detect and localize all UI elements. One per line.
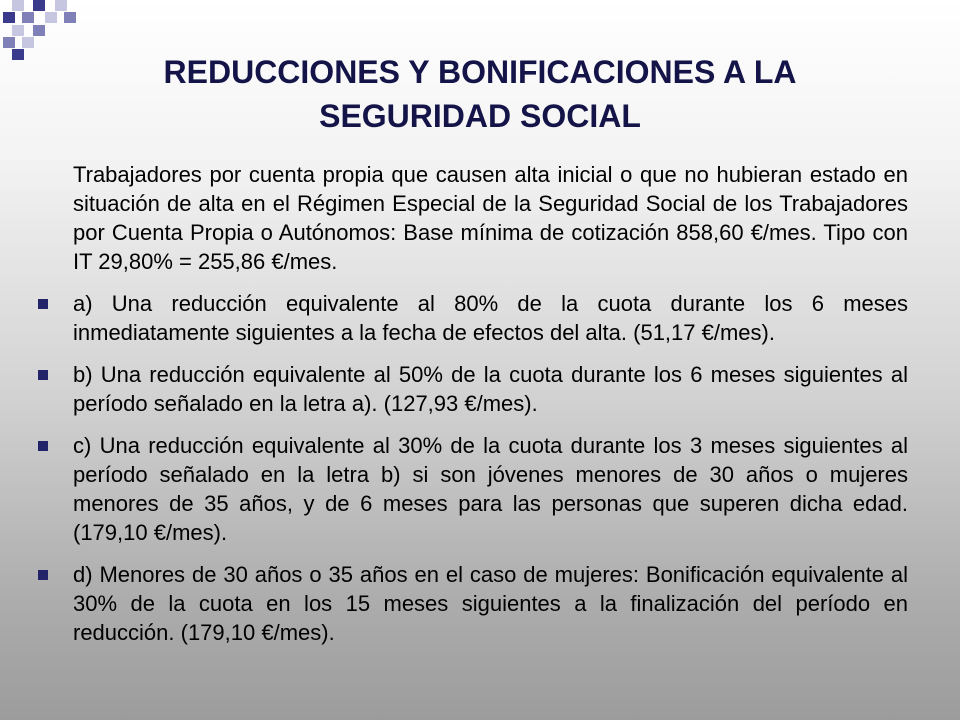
bullet-item-d (73, 560, 908, 647)
deco-square (3, 37, 15, 48)
square-bullet-icon (38, 570, 48, 580)
square-bullet-icon (38, 441, 48, 451)
square-bullet-icon (38, 299, 48, 309)
bullet-list (73, 289, 908, 647)
bullet-text: d) Menores de 30 años o 35 años en el caso de mujeres: Bonificación equivalente al 30% de la cuota en los 15 meses siguientes a la finalización del período en reducción. (179,10 €/mes). (73, 562, 908, 645)
deco-square (22, 12, 34, 23)
square-bullet-icon (38, 370, 48, 380)
deco-square (33, 0, 45, 11)
slide-title (60, 50, 900, 138)
bullet-text: a) Una reducción equivalente al 80% de la cuota durante los 6 meses inmediatamente siguientes a la fecha de efectos del alta. (51,17 €/mes). (73, 291, 908, 345)
deco-square (12, 49, 24, 60)
deco-square (12, 0, 24, 11)
deco-square (22, 37, 34, 48)
deco-square (64, 12, 76, 23)
title-line-1: REDUCCIONES Y BONIFICACIONES A LA (163, 54, 797, 90)
intro-paragraph: Trabajadores por cuenta propia que causen alta inicial o que no hubieran estado en situación de alta en el Régimen Especial de la Seguridad Social de los Trabajadores por Cuenta Propia o Autónomos: Base mínima de cotización 858,60 €/mes. Tipo con IT 29,80% = 255,86 €/mes. (73, 162, 908, 274)
deco-square (45, 12, 57, 23)
deco-square (12, 25, 24, 36)
bullet-text: b) Una reducción equivalente al 50% de la cuota durante los 6 meses siguientes al período señalado en la letra a). (127,93 €/mes). (73, 362, 908, 416)
deco-square (3, 12, 15, 23)
bullet-item-b (73, 360, 908, 418)
deco-square (55, 0, 67, 11)
deco-square (33, 25, 45, 36)
title-line-2: SEGURIDAD SOCIAL (319, 98, 641, 134)
bullet-item-a (73, 289, 908, 347)
bullet-text: c) Una reducción equivalente al 30% de la cuota durante los 3 meses siguientes al período señalado en la letra b) si son jóvenes menores de 30 años o mujeres menores de 35 años, y de 6 meses para las personas que superen dicha edad. (179,10 €/mes). (73, 433, 908, 545)
slide-body (73, 160, 908, 660)
bullet-item-c (73, 431, 908, 547)
